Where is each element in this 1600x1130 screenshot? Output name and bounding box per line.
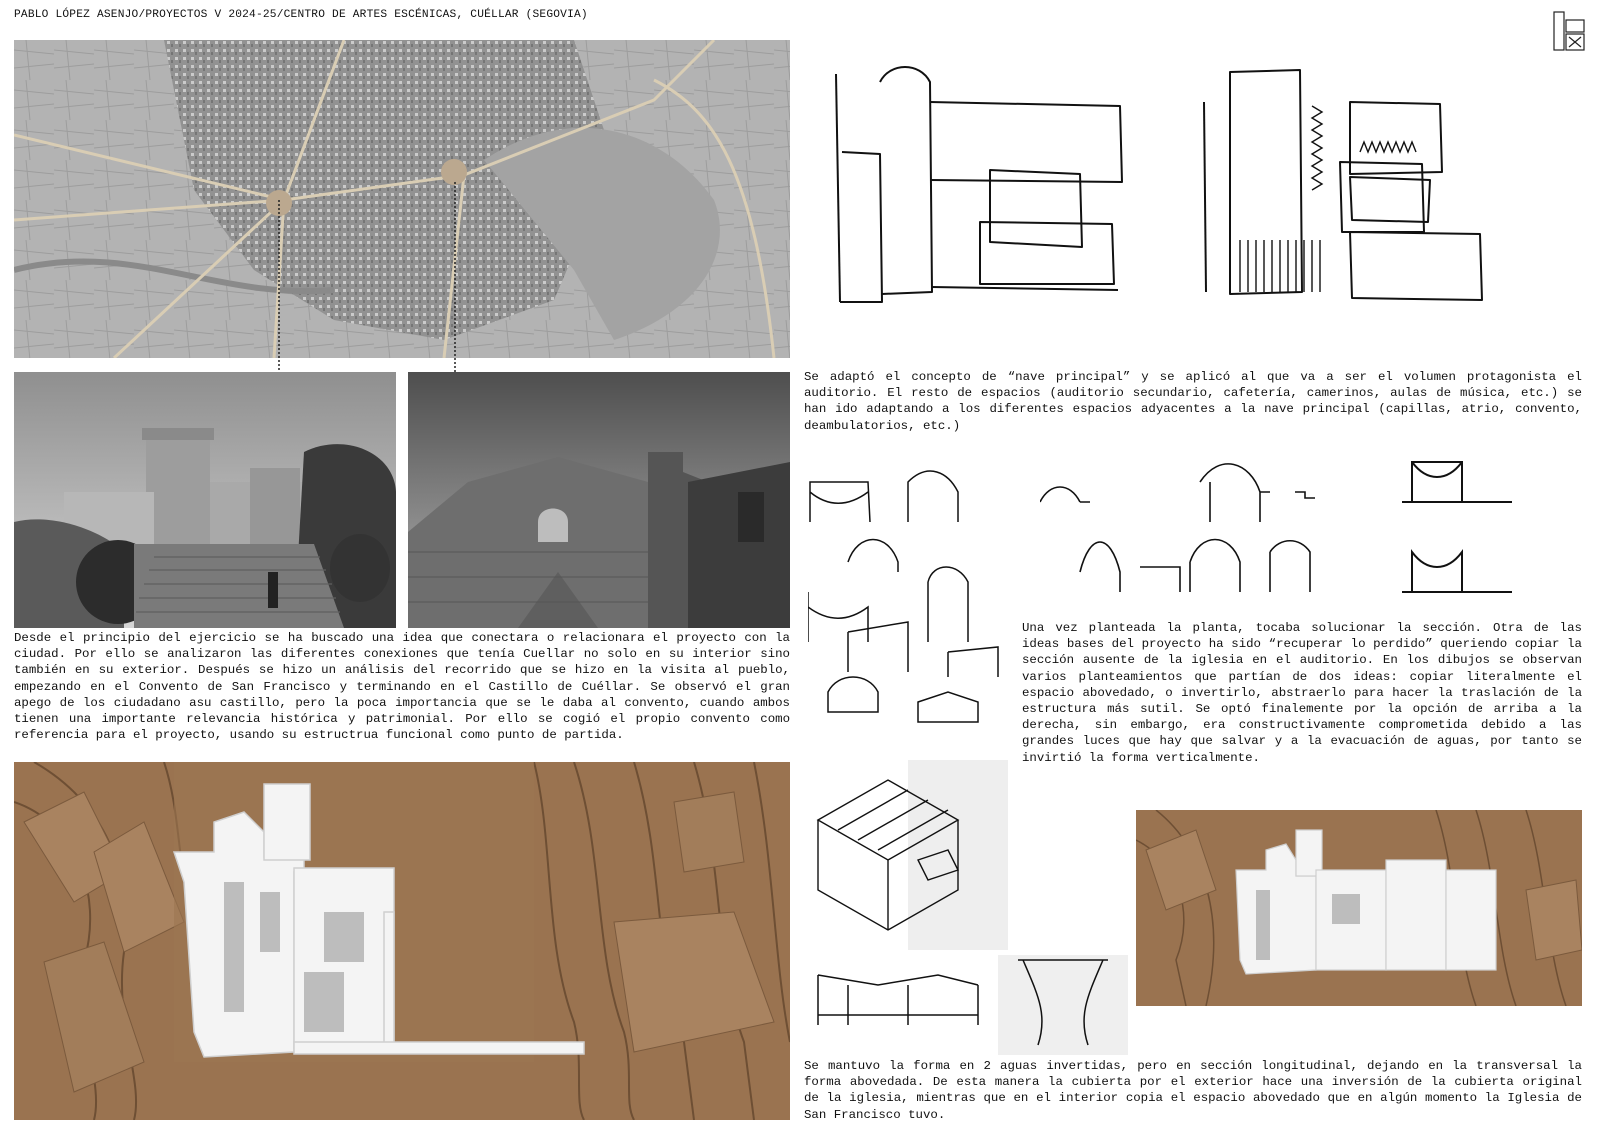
church-ruin-photo [408,372,790,628]
cardboard-model-photo [14,762,790,1120]
section-sketches-column [808,452,1008,742]
seccion-paragraph: Una vez planteada la planta, tocaba solucionar la sección. Otra de las ideas bases del proyecto ha sido “recuperar lo perdido” queriendo copiar la sección ausente de la iglesia en el auditorio. En los dibujos se observan varios planteamientos que partían de dos ideas: copiar literalmente el espacio abovedado, o invertirlo, abstraerlo para hacer la traslación de la estructura más sutil. Se optó finalemente por la opción de arriba a la derecha, sin embargo, era constructivamente comprometida debido a las grandes luces que hay que salvar y a la evacuación de aguas, por tanto se invirtió la forma verticalmente. [1022,621,1582,765]
page-header-title: PABLO LÓPEZ ASENJO/PROYECTOS V 2024-25/CENTRO DE ARTES ESCÉNICAS, CUÉLLAR (SEGOVIA) [14,9,588,21]
longitudinal-section-sketch [808,955,1128,1055]
section-sketches-row [1040,452,1370,612]
plan-sketches [830,62,1582,352]
cardboard-model-photo-small [1136,810,1582,1006]
axonometric-sketch [808,760,1008,950]
nave-paragraph: Se adaptó el concepto de “nave principal” y se aplicó al que va a ser el volumen protagonista el auditorio. El resto de espacios (auditorio secundario, cafetería, camerinos, aulas de música, etc.) se han ido adaptando a los diferentes espacios adyacentes a la nave principal (capillas, atrio, convento, deambulatorios, etc.) [804,370,1582,433]
castle-photo [14,372,396,628]
cubierta-paragraph: Se mantuvo la forma en 2 aguas invertidas, pero en sección longitudinal, dejando en la transversal la forma abovedada. De esta manera la cubierta por el exterior hace una inversión de la cubierta original de la iglesia, mientras que en el interior copia el espacio abovedado que en algún momento la Iglesia de San Francisco tuvo. [804,1059,1582,1122]
inverted-section-sketches [1402,452,1582,612]
intro-paragraph: Desde el principio del ejercicio se ha buscado una idea que conectara o relacionara el proyecto con la ciudad. Por ello se analizaron las diferentes conexiones que tenía Cuellar no solo en su interior sino también en su exterior. Después se hizo un análisis del recorrido que se hizo en la visita al pueblo, empezando en el Convento de San Francisco y terminando en el Castillo de Cuéllar. Se observó el gran apego de los ciudadano asu castillo, pero la poca importancia que se le daba al convento, cuando ambos tienen una importante relevancia histórica y patrimonial. Por ello se cogió el propio convento como referencia para el proyecto, usando su estructrua funcional como punto de partida. [14,631,790,743]
